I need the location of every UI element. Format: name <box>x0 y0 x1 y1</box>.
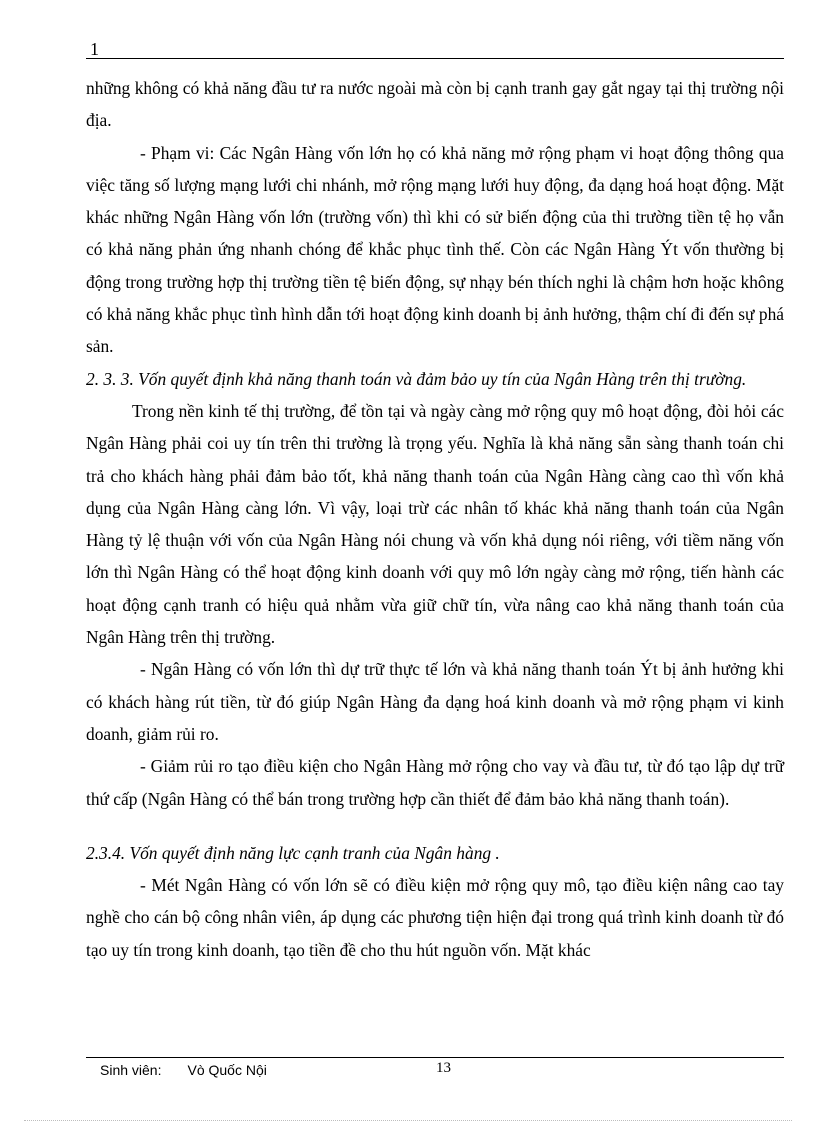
paragraph-risk-reduction: - Giảm rủi ro tạo điều kiện cho Ngân Hàng mở rộng cho vay và đầu tư, từ đó tạo lập dự trữ thứ cấp (Ngân Hàng có thể bán trong trường hợp cần thiết để đảm bảo khả năng thanh toán). <box>86 756 784 809</box>
document-body <box>86 72 784 966</box>
footer-student-name: Vò Quốc Nội <box>187 1062 267 1078</box>
paragraph-market-reputation: Trong nền kinh tế thị trường, để tồn tại và ngày càng mở rộng quy mô hoạt động, đòi hỏi các Ngân Hàng phải coi uy tín trên thi trường là trọng yếu. Nghĩa là khả năng sẵn sàng thanh toán chi trả cho khách hàng phải đảm bảo tốt, khả năng thanh toán của Ngân Hàng càng cao thì vốn khả dụng của Ngân Hàng càng lớn. Vì vậy, loại trừ các nhân tố khác khả năng thanh toán của Ngân Hàng tỷ lệ thuận với vốn của Ngân Hàng nói chung và vốn khả dụng nói riêng, với tiềm năng vốn lớn thì Ngân Hàng có thể hoạt động kinh doanh với quy mô lớn ngày càng mở rộng, tiến hành các hoạt động cạnh tranh có hiệu quả nhằm vừa giữ chữ tín, vừa nâng cao khả năng thanh toán của Ngân Hàng trên thị trường. <box>86 400 784 648</box>
paragraph-scope: - Phạm vi: Các Ngân Hàng vốn lớn họ có khả năng mở rộng phạm vi hoạt động thông qua việc tăng số lượng mạng lưới chi nhánh, mở rộng mạng lưới huy động, đa dạng hoá hoạt động. Mặt khác những Ngân Hàng vốn lớn (trường vốn) thì khi có sử biến động của thi trường tiền tệ họ vẫn có khả năng phản ứng nhanh chóng để khắc phục tình thế. Còn các Ngân Hàng Ýt vốn thường bị động trong trường hợp thị trường tiền tệ biến động, sự nhạy bén thích nghi là chậm hơn hoặc không có khả năng khắc phục tình hình dẫn tới hoạt động kinh doanh bị ảnh hưởng, thậm chí đi đến sự phá sản. <box>86 142 784 357</box>
paragraph-reserves: - Ngân Hàng có vốn lớn thì dự trữ thực tế lớn và khả năng thanh toán Ýt bị ảnh hưởng khi có khách hàng rút tiền, từ đó giúp Ngân Hàng đa dạng hoá kinh doanh và mở rộng phạm vi kinh doanh, giảm rủi ro. <box>86 659 784 744</box>
header-page-number: 1 <box>90 39 99 59</box>
footer-page-number: 13 <box>436 1060 451 1076</box>
page-bottom-border <box>24 1120 792 1121</box>
section-heading-2-3-3: 2. 3. 3. Vốn quyết định khả năng thanh toán và đảm bảo uy tín của Ngân Hàng trên thị trường. <box>86 368 747 389</box>
footer-student-label: Sinh viên: <box>100 1062 162 1078</box>
footer-author <box>100 1061 267 1079</box>
paragraph-competitiveness: - Mét Ngân Hàng có vốn lớn sẽ có điều kiện mở rộng quy mô, tạo điều kiện nâng cao tay nghề cho cán bộ công nhân viên, áp dụng các phương tiện hiện đại trong quá trình kinh doanh từ đó tạo uy tín trong kinh doanh, tạo tiền đề cho thu hút nguồn vốn. Mặt khác <box>86 875 784 960</box>
header-divider <box>86 58 784 59</box>
section-heading-2-3-4: 2.3.4. Vốn quyết định năng lực cạnh tranh của Ngân hàng . <box>86 842 500 863</box>
footer-divider <box>86 1057 784 1058</box>
paragraph-continuation: những không có khả năng đầu tư ra nước ngoài mà còn bị cạnh tranh gay gắt ngay tại thị trường nội địa. <box>86 78 784 131</box>
paragraph-spacer <box>86 815 784 837</box>
